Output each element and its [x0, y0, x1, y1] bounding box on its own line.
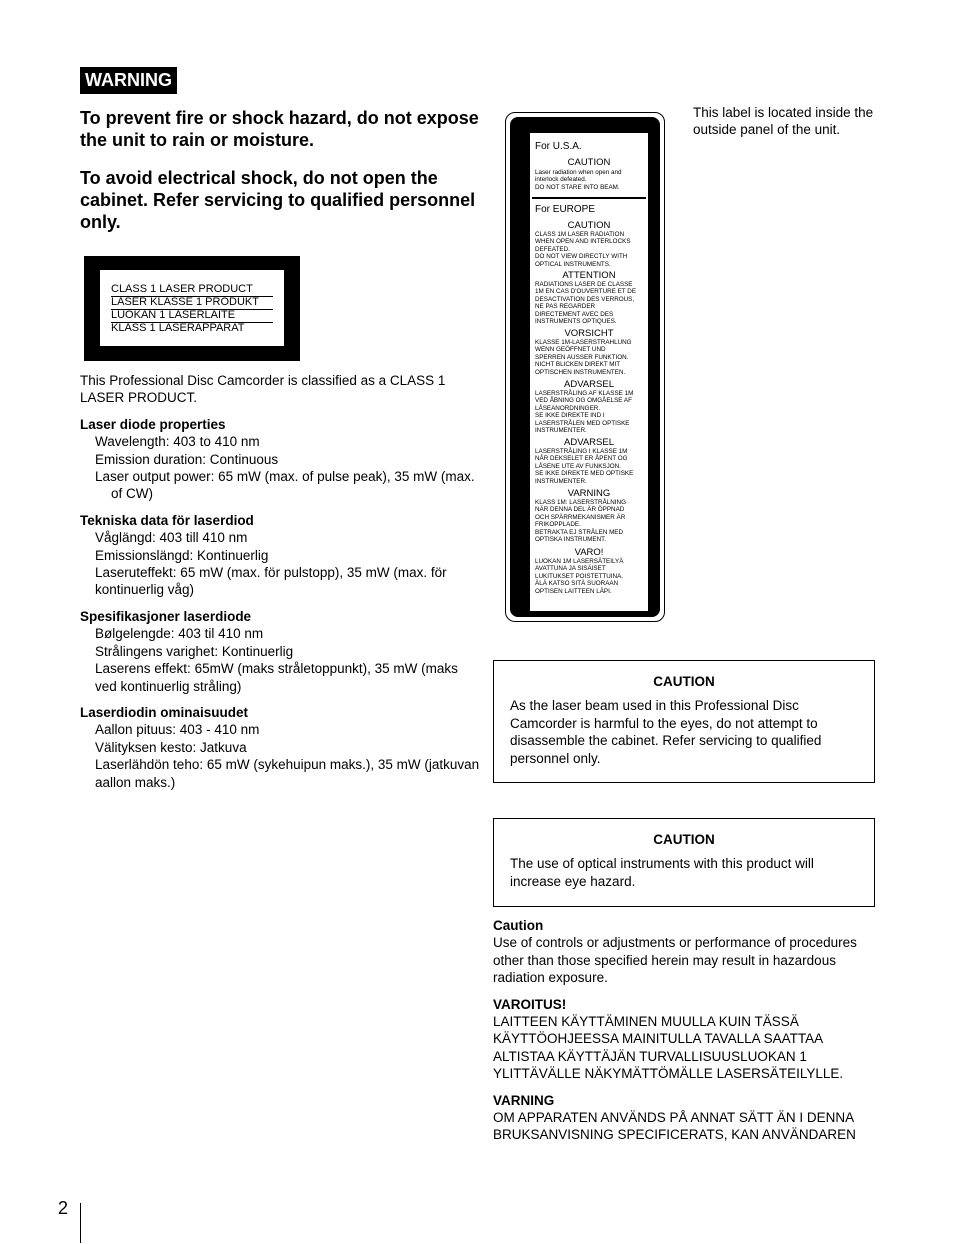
spec-line: Laserens effekt: 65mW (maks stråletoppunkt), 35 mW (maks ved kontinuerlig stråling) [95, 661, 458, 694]
caution-text: The use of optical instruments with this product will increase eye hazard. [510, 856, 814, 889]
class-label-line: CLASS 1 LASER PRODUCT [111, 283, 273, 297]
label-region-europe: For EUROPE [535, 204, 596, 215]
label-block-text: KLASS 1M: LASERSTRÅLNING NÄR DENNA DEL ÄR ÖPPNAD OCH SPÄRRMEKANISMER ÄR FRIKOPPLADE. BETRAKTA EJ STRÅLEN MED OPTISKA INSTRUMENT. [535, 499, 626, 544]
section-title: VAROITUS! [493, 996, 567, 1012]
spec-line: Laseruteffekt: 65 mW (max. för pulstopp), 35 mW (max. för kontinuerlig våg) [95, 565, 447, 598]
spec-line: Bølgelengde: 403 til 410 nm [95, 626, 264, 642]
label-block-head: ATTENTION [562, 270, 616, 281]
warning-heading: WARNING [80, 67, 177, 94]
caution-section [493, 917, 883, 987]
section-text: Use of controls or adjustments or performance of procedures other than those specified herein may result in hazardous radiation exposure. [493, 935, 857, 986]
section-title: Spesifikasjoner laserdiode [80, 608, 252, 624]
label-block-head: ADVARSEL [564, 379, 614, 390]
class-label-line: LASER KLASSE 1 PRODUKT [111, 296, 273, 310]
class-label-line: KLASS 1 LASERAPPARAT [111, 322, 245, 334]
varoitus-section [493, 996, 883, 1083]
section-title: Laser diode properties [80, 416, 226, 432]
section-text: LAITTEEN KÄYTTÄMINEN MUULLA KUIN TÄSSÄ KÄYTTÖOHJEESSA MAINITULLA TAVALLA SAATTAA ALTISTAA KÄYTTÄJÄN TURVALLISUUSLUOKAN 1 YLITTÄVÄLLE NÄKYMÄTTÖMÄLLE LASERSÄTEILYLLE. [493, 1014, 844, 1082]
varning-section [493, 1092, 883, 1144]
label-divider [532, 197, 646, 199]
spec-line: Aallon pituus: 403 - 410 nm [95, 722, 260, 738]
label-usa-caution-text: Laser radiation when open and interlock defeated. DO NOT STARE INTO BEAM. [535, 169, 622, 191]
spec-line: Emission duration: Continuous [95, 451, 279, 467]
section-title: Tekniska data för laserdiod [80, 512, 254, 528]
label-block-text: KLASSE 1M-LASERSTRAHLUNG WENN GEÖFFNET UND SPERREN AUSSER FUNKTION. NICHT BLICKEN DIREKT MIT OPTISCHEN INSTRUMENTEN. [535, 339, 632, 376]
caution-box-laser-beam [493, 660, 875, 783]
laser-label-panel [530, 133, 648, 611]
class-1-laser-label [84, 256, 300, 361]
label-location-note: This label is located inside the outside panel of the unit. [693, 105, 874, 138]
caution-text: As the laser beam used in this Professional Disc Camcorder is harmful to the eyes, do not attempt to disassemble the cabinet. Refer servicing to qualified personnel only. [510, 698, 822, 766]
laser-specs-column [80, 372, 480, 800]
headline-fire-hazard: To prevent fire or shock hazard, do not expose the unit to rain or moisture. [80, 108, 479, 150]
spec-line: Välityksen kesto: Jatkuva [95, 739, 247, 755]
label-block-head: VARO! [574, 547, 604, 558]
laserdiodin-ominaisuudet [80, 704, 480, 791]
label-region-usa: For U.S.A. [535, 141, 582, 152]
section-title: VARNING [493, 1092, 555, 1108]
spec-line: Strålingens varighet: Kontinuerlig [95, 643, 294, 659]
caution-title: CAUTION [653, 832, 715, 847]
label-block-text: CLASS 1M LASER RADIATION WHEN OPEN AND INTERLOCKS DEFEATED. DO NOT VIEW DIRECTLY WITH OPTICAL INSTRUMENTS. [535, 231, 631, 268]
section-title: Caution [493, 918, 544, 933]
label-block-text: LASERSTRÅLING I KLASSE 1M NÅR DEKSELET ER ÅPENT OG LÅSENE UTE AV FUNKSJON. SE IKKE DIREKTE MED OPTISKE INSTRUMENTER. [535, 448, 634, 485]
laser-warning-label [505, 112, 665, 622]
class-label-line: LUOKAN 1 LASERLAITE [111, 309, 273, 323]
spesifikasjoner [80, 608, 480, 695]
laser-diode-properties [80, 416, 480, 503]
page-number-rule [80, 1203, 81, 1243]
spec-line: Laser output power: 65 mW (max. of pulse peak), 35 mW (max. of CW) [95, 469, 475, 502]
tekniska-data [80, 512, 480, 599]
page-number: 2 [58, 1198, 69, 1218]
spec-line: Wavelength: 403 to 410 nm [95, 434, 260, 450]
intro-paragraph: This Professional Disc Camcorder is classified as a CLASS 1 LASER PRODUCT. [80, 373, 446, 406]
label-block-text: LASERSTRÅLING AF KLASSE 1M VED ÅBNING OG OMGÅELSE AF LÅSEANORDNINGER. SE IKKE DIREKTE IND I LASERSTRÅLEN MED OPTISKE INSTRUMENTER. [535, 390, 634, 435]
section-text: OM APPARATEN ANVÄNDS PÅ ANNAT SÄTT ÄN I DENNA BRUKSANVISNING SPECIFICERATS, KAN ANVÄNDAREN [493, 1110, 856, 1143]
spec-line: Laserlähdön teho: 65 mW (sykehuipun maks.), 35 mW (jatkuvan aallon maks.) [95, 757, 480, 790]
label-block-head: VARNING [567, 488, 611, 499]
headline-electrical-shock: To avoid electrical shock, do not open the cabinet. Refer servicing to qualified personnel only. [80, 168, 476, 232]
label-block-text: LUOKAN 1M LASERSÄTEILYÄ AVATTUNA JA SISÄISET LUKITUKSET POISTETTUINA. ÄLÄ KATSO SITÄ SUORAAN OPTISEN LAITTEEN LÄPI. [535, 558, 624, 595]
safety-notices-column [493, 917, 883, 1153]
caution-box-optical [493, 818, 875, 907]
caution-title: CAUTION [653, 674, 715, 689]
spec-line: Emissionslängd: Kontinuerlig [95, 547, 269, 563]
label-block-head: CAUTION [567, 157, 611, 168]
section-title: Laserdiodin ominaisuudet [80, 704, 249, 720]
label-block-head: CAUTION [567, 220, 611, 231]
label-block-text: RADIATIONS LASER DE CLASSE 1M EN CAS D'OUVERTURE ET DE DESACTIVATION DES VERROUS, NE PAS REGARDER DIRECTEMENT AVEC DES INSTRUMENTS OPTIQUES. [535, 281, 637, 326]
spec-line: Våglängd: 403 till 410 nm [95, 530, 248, 546]
label-block-head: VORSICHT [564, 328, 614, 339]
label-block-head: ADVARSEL [564, 437, 614, 448]
